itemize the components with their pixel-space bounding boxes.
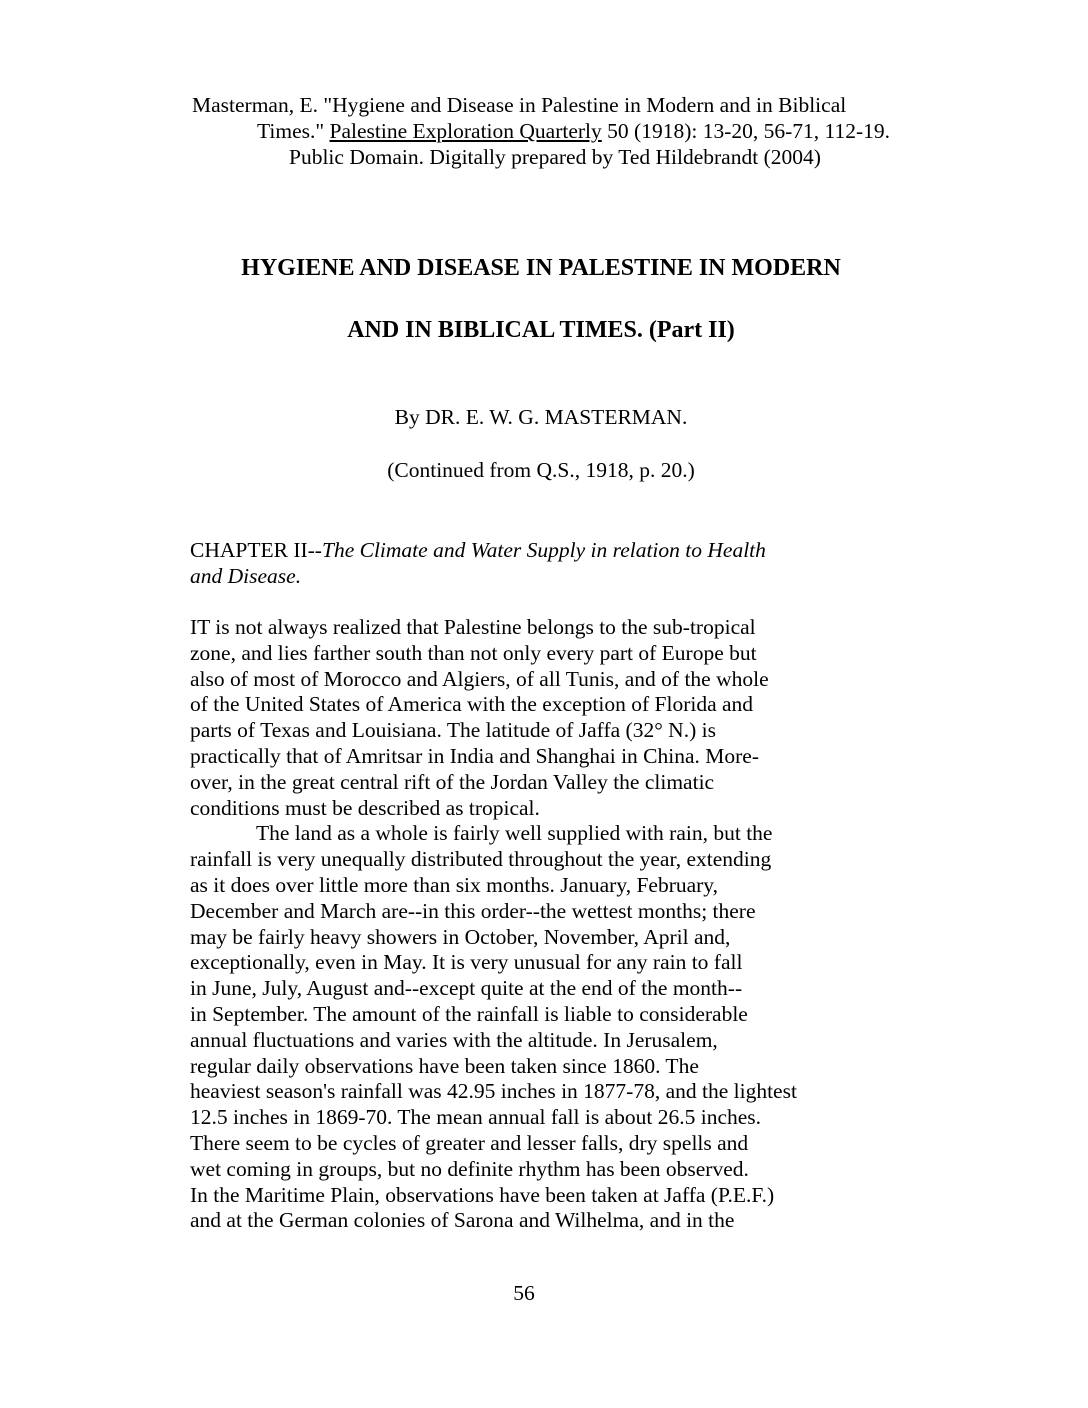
body-line: There seem to be cycles of greater and lesser falls, dry spells and [190, 1130, 749, 1155]
body-line: over, in the great central rift of the Jordan Valley the climatic [190, 769, 715, 794]
body-line: In the Maritime Plain, observations have been taken at Jaffa (P.E.F.) [190, 1182, 775, 1207]
body-line: in June, July, August and--except quite at the end of the month-- [190, 976, 743, 1001]
document-title-line-1: HYGIENE AND DISEASE IN PALESTINE IN MODERN [241, 255, 841, 281]
citation-line-2-prefix: Times." [257, 119, 330, 143]
body-line: as it does over little more than six months. January, February, [190, 872, 719, 897]
author-byline: By DR. E. W. G. MASTERMAN. [394, 405, 688, 429]
body-line: wet coming in groups, but no definite rhythm has been observed. [190, 1156, 749, 1181]
body-line: 12.5 inches in 1869-70. The mean annual fall is about 26.5 inches. [190, 1105, 762, 1130]
body-line: parts of Texas and Louisiana. The latitude of Jaffa (32° N.) is [190, 718, 716, 743]
body-line: regular daily observations have been taken since 1860. The [190, 1053, 699, 1078]
journal-title: Palestine Exploration Quarterly [329, 119, 602, 143]
citation-line-1: Masterman, E. "Hygiene and Disease in Palestine in Modern and in Biblical [192, 93, 847, 117]
body-line: conditions must be described as tropical. [190, 795, 540, 820]
body-line: practically that of Amritsar in India and Shanghai in China. More- [190, 743, 760, 768]
chapter-label: CHAPTER II-- [190, 538, 322, 562]
body-text [190, 615, 870, 1234]
body-line: of the United States of America with the exception of Florida and [190, 692, 754, 717]
body-line: December and March are--in this order--the wettest months; there [190, 898, 756, 923]
body-line: also of most of Morocco and Algiers, of all Tunis, and of the whole [190, 666, 769, 691]
body-line: rainfall is very unequally distributed throughout the year, extending [190, 847, 772, 872]
chapter-title-part-1: The Climate and Water Supply in relation to Health [321, 538, 766, 562]
body-line: in September. The amount of the rainfall is liable to considerable [190, 1001, 748, 1026]
chapter-heading [190, 537, 850, 589]
citation-block [192, 92, 952, 170]
body-line-paragraph-start: The land as a whole is fairly well supplied with rain, but the [256, 821, 773, 846]
body-line: and at the German colonies of Sarona and Wilhelma, and in the [190, 1208, 735, 1233]
body-line: IT is not always realized that Palestine belongs to the sub-tropical [190, 615, 756, 639]
chapter-heading-line-2 [190, 563, 850, 589]
page-number: 56 [513, 1281, 535, 1305]
chapter-heading-line-1 [190, 537, 850, 563]
document-title-line-2: AND IN BIBLICAL TIMES. (Part II) [347, 317, 735, 343]
continued-note: (Continued from Q.S., 1918, p. 20.) [387, 458, 695, 482]
body-line: zone, and lies farther south than not only every part of Europe but [190, 640, 757, 665]
chapter-title-part-2: and Disease. [190, 564, 302, 588]
citation-line-2 [192, 118, 952, 144]
citation-line-2-suffix: 50 (1918): 13-20, 56-71, 112-19. [601, 119, 891, 143]
citation-line-3: Public Domain. Digitally prepared by Ted Hildebrandt (2004) [289, 145, 821, 169]
body-line: exceptionally, even in May. It is very unusual for any rain to fall [190, 950, 743, 975]
body-line: may be fairly heavy showers in October, November, April and, [190, 924, 731, 949]
body-line: annual fluctuations and varies with the altitude. In Jerusalem, [190, 1027, 718, 1052]
body-line: heaviest season's rainfall was 42.95 inches in 1877-78, and the lightest [190, 1079, 797, 1104]
